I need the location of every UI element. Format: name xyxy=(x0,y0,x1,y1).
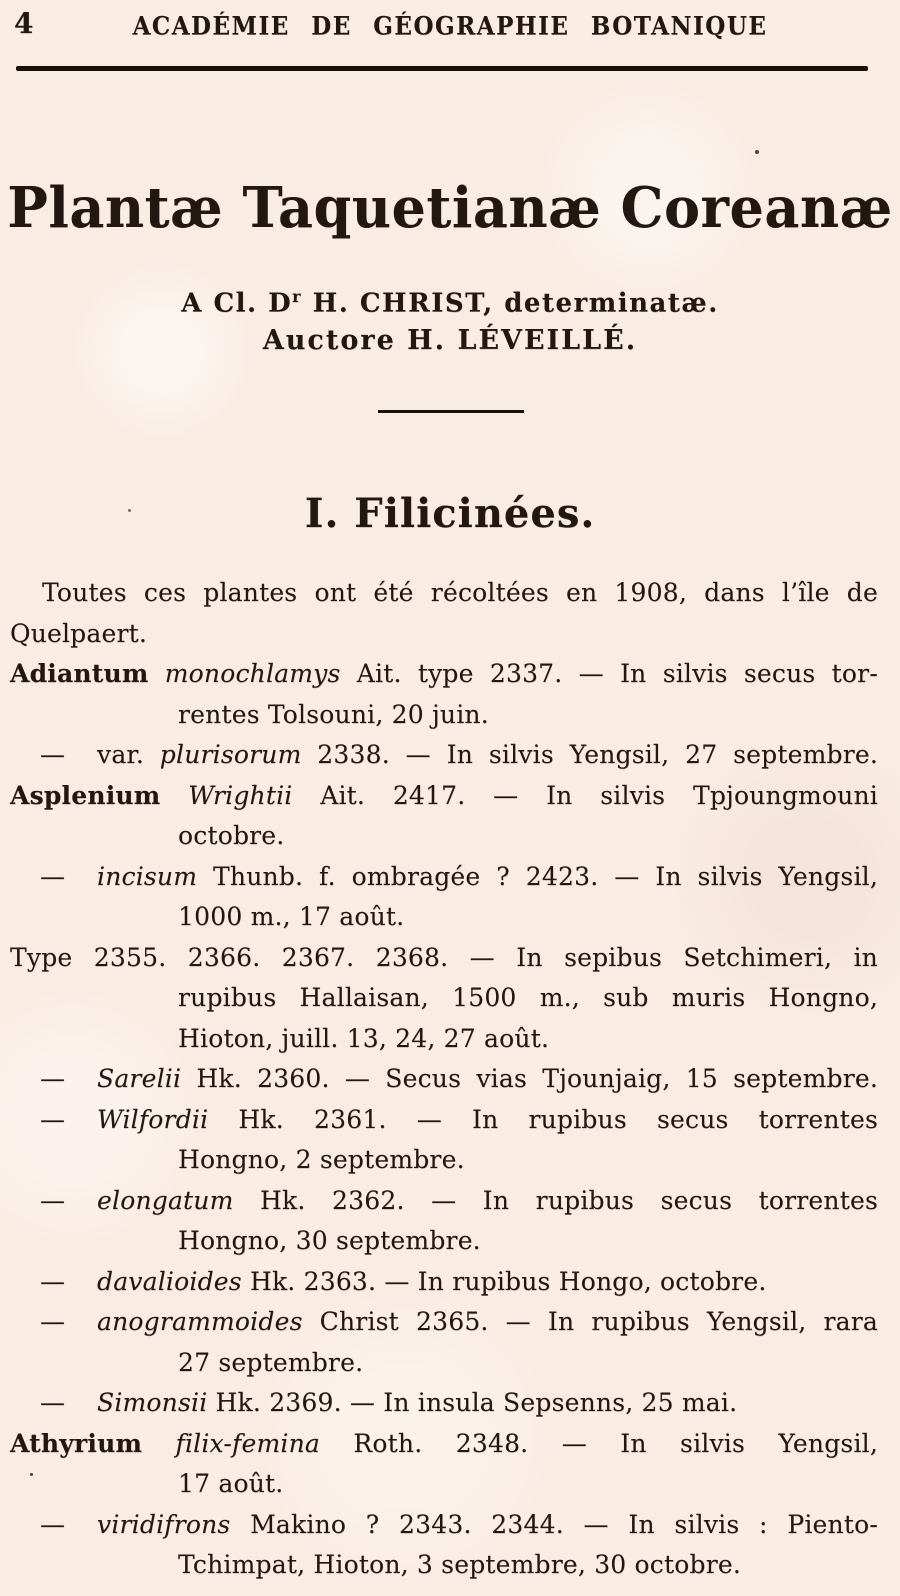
attribution-prefix: A Cl. D xyxy=(181,288,293,319)
text-line: Hioton, juill. 13, 24, 27 août. xyxy=(178,1023,550,1053)
text-line: — Simonsii Hk. 2369. — In insula Sepsenns, 25 mai. xyxy=(40,1383,878,1424)
attribution-superscript: r xyxy=(292,287,303,306)
header-rule xyxy=(16,66,868,71)
text-line: octobre. xyxy=(178,821,285,850)
leader-dash: — xyxy=(40,861,66,891)
ink-speck xyxy=(755,150,759,154)
text-line: rentes Tolsouni, 20 juin. xyxy=(178,699,489,729)
text-line: rupibus Hallaisan, 1500 m., sub muris Hongno, xyxy=(178,983,878,1012)
journal-title: ACADÉMIE DE GÉOGRAPHIE BOTANIQUE xyxy=(132,11,768,42)
leader-dash: — xyxy=(40,1388,66,1417)
text-line: Toutes ces plantes ont été récoltées en 1908, dans l’île de xyxy=(42,578,878,607)
text-line: — viridifrons Makino ? 2343. 2344. — In silvis : Piento- xyxy=(40,1505,878,1546)
text-line: — elongatum Hk. 2362. — In rupibus secus torrentes xyxy=(40,1181,878,1222)
leader-dash: — xyxy=(40,1266,66,1296)
leader-dash: — xyxy=(40,740,66,769)
text-line: Type 2355. 2366. 2367. 2368. — In sepibus Setchimeri, in xyxy=(10,942,878,972)
text-line: Quelpaert. xyxy=(10,618,148,648)
author-line: Auctore H. LÉVEILLÉ. xyxy=(262,325,638,356)
leader-dash: — xyxy=(40,1307,66,1336)
leader-dash: — xyxy=(40,1104,66,1134)
article-title: Plantæ Taquetianæ Coreanæ xyxy=(7,173,893,241)
text-line: — incisum Thunb. f. ombragée ? 2423. — In silvis Yengsil, xyxy=(40,857,878,898)
text-line: Tchimpat, Hioton, 3 septembre, 30 octobre. xyxy=(178,1550,742,1579)
text-line: 27 septembre. xyxy=(178,1347,364,1377)
attribution-line xyxy=(0,281,900,320)
text-line: — Wilfordii Hk. 2361. — In rupibus secus torrentes xyxy=(40,1100,878,1141)
leader-dash: — xyxy=(40,1185,66,1215)
leader-dash: — xyxy=(40,1064,66,1093)
text-line: — davalioides Hk. 2363. — In rupibus Hongo, octobre. xyxy=(40,1262,878,1303)
section-divider-rule xyxy=(378,410,524,413)
page-number: 4 xyxy=(14,7,34,40)
body-text xyxy=(10,573,878,1586)
text-line: Adiantum monochlamys Ait. type 2337. — In silvis secus tor- xyxy=(10,659,878,688)
ink-speck xyxy=(128,509,131,512)
ink-speck xyxy=(30,1473,33,1476)
leader-dash: — xyxy=(40,1509,66,1539)
text-line: 1000 m., 17 août. xyxy=(178,902,405,931)
attribution-suffix: H. CHRIST, determinatæ. xyxy=(302,288,719,319)
text-line: — anogrammoides Christ 2365. — In rupibus Yengsil, rara xyxy=(40,1302,878,1343)
text-line: Asplenium Wrightii Ait. 2417. — In silvis Tpjoungmouni xyxy=(10,780,878,810)
text-line: — var. plurisorum 2338. — In silvis Yengsil, 27 septembre. xyxy=(40,735,878,776)
text-line: Athyrium filix-femina Roth. 2348. — In silvis Yengsil, xyxy=(10,1428,878,1458)
text-line: Hongno, 30 septembre. xyxy=(178,1226,481,1255)
text-line: Hongno, 2 septembre. xyxy=(178,1145,465,1174)
section-heading: I. Filicinées. xyxy=(304,490,596,537)
text-line: — Sarelii Hk. 2360. — Secus vias Tjounjaig, 15 septembre. xyxy=(40,1059,878,1100)
text-line: 17 août. xyxy=(178,1469,284,1498)
